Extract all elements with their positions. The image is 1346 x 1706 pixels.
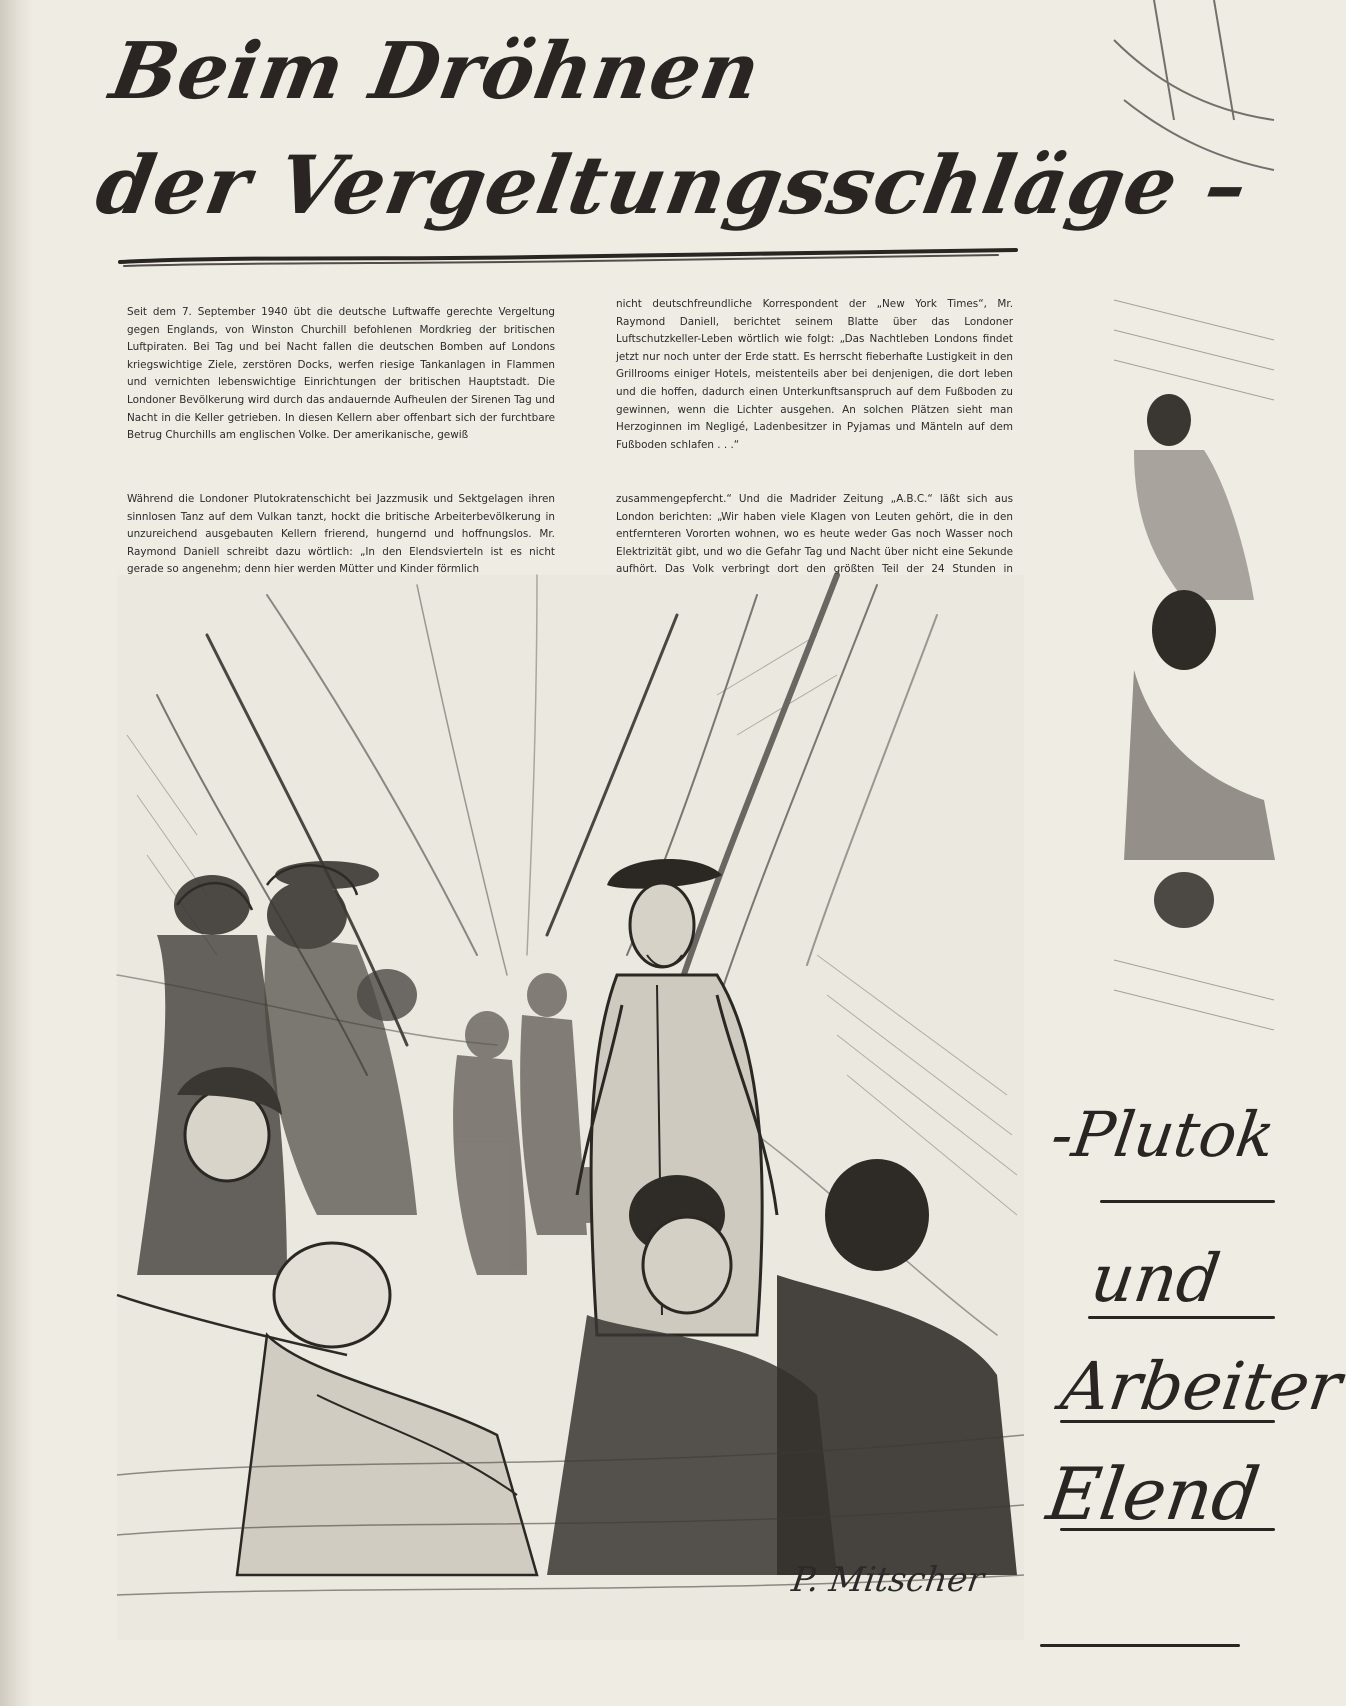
article-column-4: zusammengepfercht.“ Und die Madrider Zeitung „A.B.C.“ läßt sich aus London berichten: „Wir haben viele Klagen von Leuten gehört, die in den entfernteren Vororten wohnen, wo es heute weder Gas noch Wasser noch Elektrizität gibt, und wo die Gefahr Tag und Nacht über nicht eine Sekunde aufhört. Das Volk verbringt dort den größten Teil der 24 Stunden in xyxy=(616,493,1013,576)
article-column-3: Während die Londoner Plutokratenschicht bei Jazzmusik und Sektgelagen ihren sinnlosen Tanz auf dem Vulkan tanzt, hockt die britische Arbeiterbevölkerung in unzureichend ausgebauten Kellern frierend, hungernd und hoffnungslos. Mr. Raymond Daniell schreibt dazu wörtlich: „In den Elendsvierteln ist es nicht gerade so angenehm; denn hier werden Mütter und Kinder förmlich xyxy=(127,493,555,576)
adjacent-sketch-drawing xyxy=(1114,0,1275,1042)
shelter-sketch-drawing xyxy=(117,575,1024,1640)
headline-line-2: der Vergeltungsschläge – xyxy=(89,138,1256,232)
adjacent-page-sketch xyxy=(1114,0,1275,1042)
article-column-2: nicht deutschfreundliche Korrespondent der „New York Times“, Mr. Raymond Daniell, berichtet seinem Blatte über das Londoner Luftschutzkeller-Leben wörtlich wie folgt: „Das Nachtleben Londons findet jetzt nur noch unter der Erde statt. Es herrscht fieberhafte Lustigkeit in den Grillrooms einiger Hotels, meistenteils aber bei denjenigen, die dort leben und die hoffen, dadurch einen Unterkunftsanspruch auf dem Fußboden zu gewinnen, wenn die Lichter ausgehen. An solchen Plätzen sieht man Herzoginnen im Negligé, Ladenbesitzer in Pyjamas und Mänteln auf dem Fußboden schlafen . . .“ xyxy=(616,298,1013,451)
page-binding-shadow xyxy=(0,0,34,1706)
headline-line-1: Beim Dröhnen xyxy=(103,26,768,117)
article-column-1: Seit dem 7. September 1940 übt die deutsche Luftwaffe gerechte Vergeltung gegen Englands, von Winston Churchill befohlenen Mordkrieg der britischen Luftpiraten. Bei Tag und bei Nacht fallen die deutschen Bomben auf Londons kriegswichtige Ziele, zerstören Docks, werfen riesige Tankanlagen in Flammen und vernichten lebenswichtige Einrichtungen der britischen Hauptstadt. Die Londoner Bevölkerung wird durch das andauernde Aufheulen der Sirenen Tag und Nacht in die Keller getrieben. In diesen Kellern aber offenbart sich der furchtbare Betrug Churchills am englischen Volke. Der amerikanische, gewiß xyxy=(127,306,555,442)
headline-underline xyxy=(118,248,1018,270)
shelter-illustration xyxy=(117,575,1024,1640)
side-title-word-4: Elend xyxy=(1042,1452,1265,1536)
side-title-word-3: Arbeiter xyxy=(1056,1348,1346,1425)
side-title-word-1: -Plutok xyxy=(1046,1098,1280,1171)
side-title-rule-5 xyxy=(1040,1644,1240,1647)
side-title-word-2: und xyxy=(1086,1240,1225,1317)
artist-signature: P. Mitscher xyxy=(789,1560,987,1600)
side-title-rule-1 xyxy=(1100,1200,1275,1203)
